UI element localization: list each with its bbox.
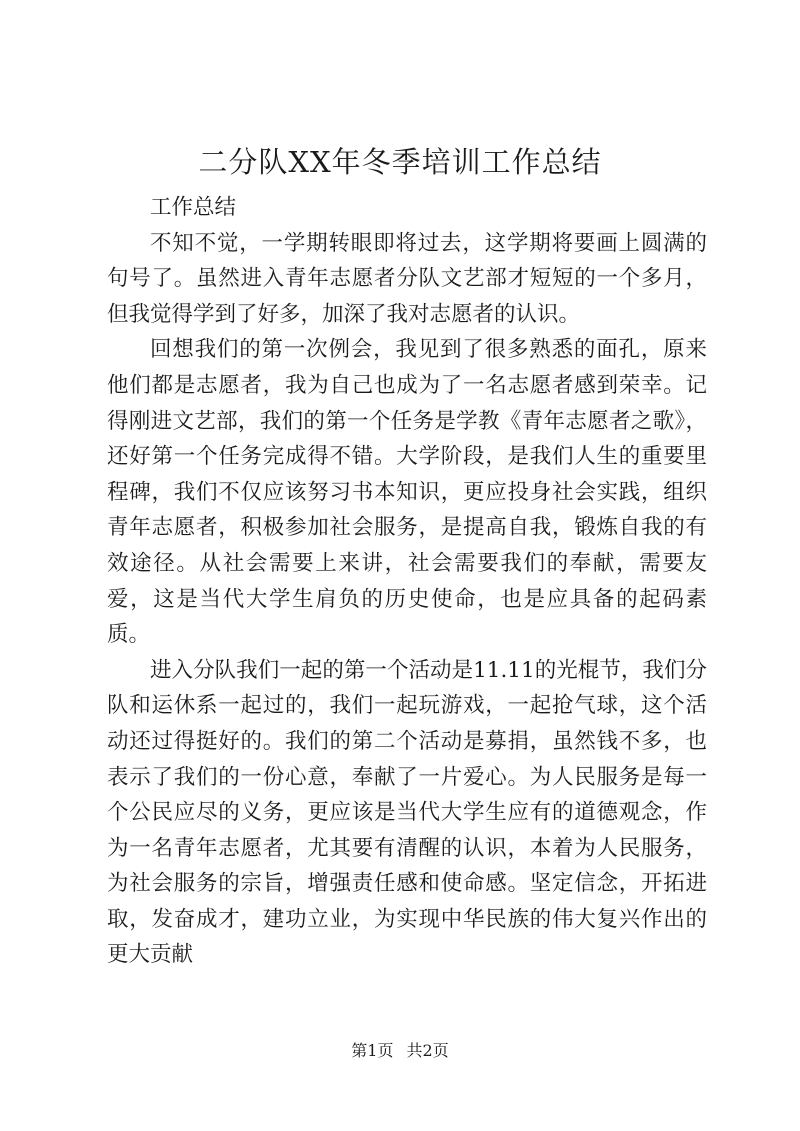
paragraph-activities: 进入分队我们一起的第一个活动是11.11的光棍节，我们分队和运休系一起过的，我们一起玩游戏，一起抢气球，这个活动还过得挺好的。我们的第二个活动是募捐，虽然钱不多，也表示了我们的一份心意，奉献了一片爱心。为人民服务是每一个公民应尽的义务，更应该是当代大学生应有的道德观念，作为一名青年志愿者，尤其要有清醒的认识，本着为人民服务，为社会服务的宗旨，增强责任感和使命感。坚定信念，开拓进取，发奋成才，建功立业，为实现中华民族的伟大复兴作出的更大贡献 xyxy=(107,657,707,968)
document-body xyxy=(107,190,707,973)
document-title: 二分队XX年冬季培训工作总结 xyxy=(198,145,602,179)
page-footer xyxy=(0,1040,800,1062)
paragraph-subtitle: 工作总结 xyxy=(150,195,237,220)
page-number-current: 第1页 xyxy=(351,1041,394,1060)
page-number-total: 共2页 xyxy=(406,1041,449,1060)
paragraph-first-meeting: 回想我们的第一次例会，我见到了很多熟悉的面孔，原来他们都是志愿者，我为自己也成为了一名志愿者感到荣幸。记得刚进文艺部，我们的第一个任务是学教《青年志愿者之歌》，还好第一个任务完成得不错。大学阶段，是我们人生的重要里程碑，我们不仅应该努习书本知识，更应投身社会实践，组织青年志愿者，积极参加社会服务，是提高自我，锻炼自我的有效途径。从社会需要上来讲，社会需要我们的奉献，需要友爱，这是当代大学生肩负的历史使命，也是应具备的起码素质。 xyxy=(107,337,707,648)
paragraph-intro: 不知不觉，一学期转眼即将过去，这学期将要画上圆满的句号了。虽然进入青年志愿者分队文艺部才短短的一个多月，但我觉得学到了好多，加深了我对志愿者的认识。 xyxy=(107,230,707,327)
